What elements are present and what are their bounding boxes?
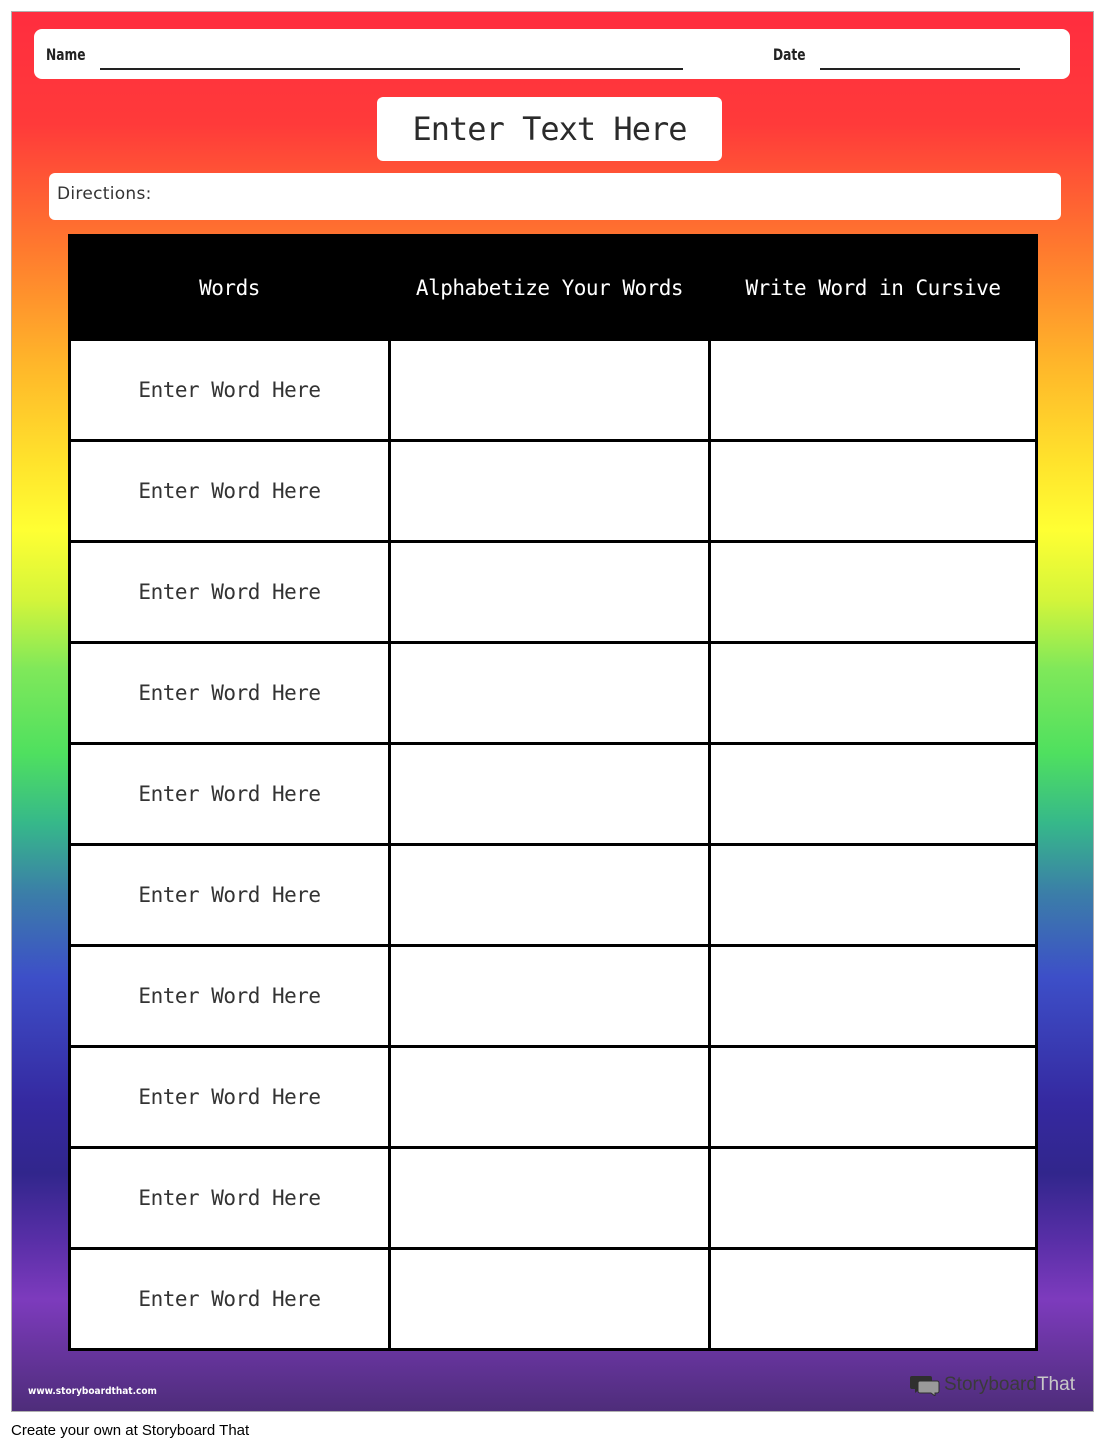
cursive-cell[interactable] [710,946,1037,1047]
brand-that-text: That [1036,1374,1075,1395]
directions-label: Directions: [57,184,152,204]
create-your-own-caption[interactable]: Create your own at Storyboard That [11,1422,250,1439]
word-table [68,234,1038,1351]
table-row [70,1047,1037,1148]
worksheet-title[interactable]: Enter Text Here [377,97,722,161]
word-cell[interactable]: Enter Word Here [70,542,390,643]
table-row [70,340,1037,441]
cursive-cell[interactable] [710,340,1037,441]
alphabetize-cell[interactable] [390,542,710,643]
word-cell[interactable]: Enter Word Here [70,1047,390,1148]
cursive-cell[interactable] [710,1148,1037,1249]
word-cell[interactable]: Enter Word Here [70,1249,390,1350]
table-row [70,542,1037,643]
column-header-alphabetize: Alphabetize Your Words [390,236,710,340]
alphabetize-cell[interactable] [390,340,710,441]
speech-bubbles-icon [910,1374,940,1396]
word-cell[interactable]: Enter Word Here [70,946,390,1047]
alphabetize-cell[interactable] [390,744,710,845]
alphabetize-cell[interactable] [390,1047,710,1148]
directions-box[interactable] [49,173,1061,220]
table-header-row [70,236,1037,340]
word-cell[interactable]: Enter Word Here [70,441,390,542]
alphabetize-cell[interactable] [390,1148,710,1249]
name-label: Name [46,45,86,64]
alphabetize-cell[interactable] [390,845,710,946]
alphabetize-cell[interactable] [390,1249,710,1350]
column-header-words: Words [70,236,390,340]
cursive-cell[interactable] [710,744,1037,845]
cursive-cell[interactable] [710,542,1037,643]
alphabetize-cell[interactable] [390,643,710,744]
date-field[interactable] [820,68,1020,70]
word-cell[interactable]: Enter Word Here [70,845,390,946]
alphabetize-cell[interactable] [390,946,710,1047]
cursive-cell[interactable] [710,1249,1037,1350]
name-date-bar [34,29,1070,79]
worksheet-sheet [11,11,1094,1412]
cursive-cell[interactable] [710,845,1037,946]
word-cell[interactable]: Enter Word Here [70,744,390,845]
footer-url: www.storyboardthat.com [28,1386,157,1397]
cursive-cell[interactable] [710,643,1037,744]
column-header-cursive: Write Word in Cursive [710,236,1037,340]
brand-story-text: Storyboard [944,1374,1037,1395]
table-row [70,744,1037,845]
cursive-cell[interactable] [710,1047,1037,1148]
table-row [70,441,1037,542]
table-row [70,643,1037,744]
word-cell[interactable]: Enter Word Here [70,643,390,744]
table-row [70,1249,1037,1350]
table-row [70,1148,1037,1249]
cursive-cell[interactable] [710,441,1037,542]
table-row [70,946,1037,1047]
name-field[interactable] [100,68,683,70]
storyboardthat-logo [910,1374,1075,1396]
word-cell[interactable]: Enter Word Here [70,1148,390,1249]
date-label: Date [773,45,806,64]
table-row [70,845,1037,946]
word-cell[interactable]: Enter Word Here [70,340,390,441]
alphabetize-cell[interactable] [390,441,710,542]
